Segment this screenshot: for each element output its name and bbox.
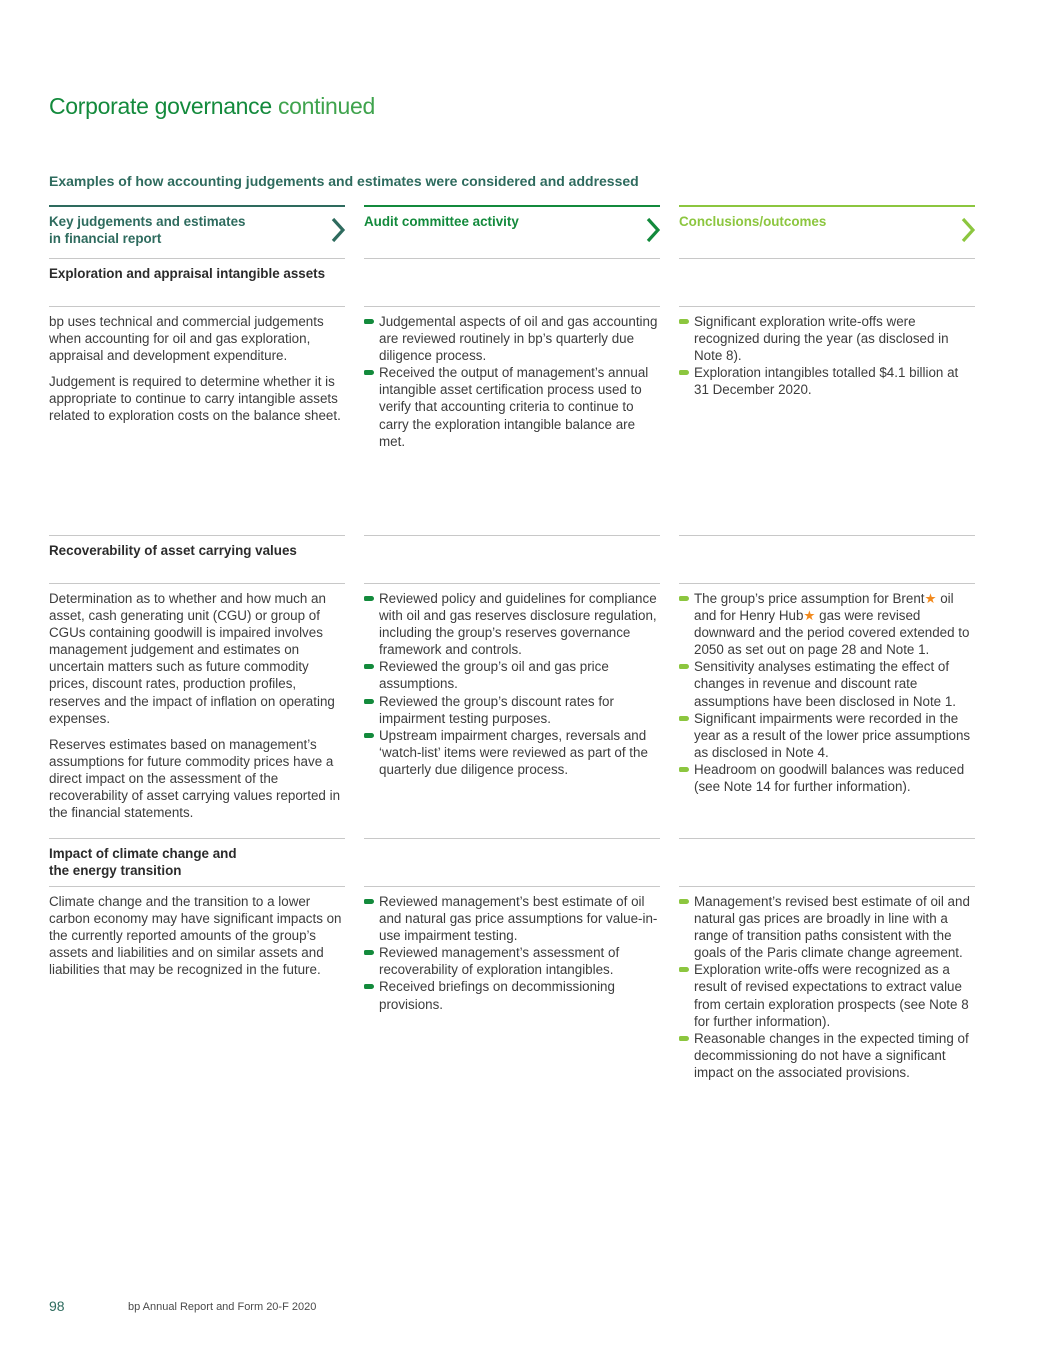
list-item-text: Reviewed the group’s oil and gas price assumptions.	[379, 659, 609, 692]
bullet-icon	[679, 899, 689, 904]
bullet-icon	[364, 596, 374, 601]
bullet-icon	[679, 967, 689, 972]
divider	[49, 535, 345, 536]
list-item-text: Reviewed policy and guidelines for compliance with oil and gas reserves disclosure regulation, including the group’s reserves governance framework and controls.	[379, 591, 657, 658]
activity-exploration	[364, 313, 660, 450]
list-item	[364, 944, 660, 978]
section-title-climate	[49, 845, 345, 879]
bullet-icon	[364, 319, 374, 324]
list-item-text: Reasonable changes in the expected timing of decommissioning do not have a significant impact on the associated provisions.	[694, 1030, 969, 1080]
list-item	[679, 364, 975, 398]
section-title-line1: Exploration and appraisal intangible assets	[49, 266, 326, 281]
divider	[364, 886, 660, 887]
divider	[49, 306, 345, 307]
section-title-line2: the energy transition	[49, 863, 182, 878]
list-item	[679, 961, 975, 1029]
bullet-icon	[364, 699, 374, 704]
list-item-text: Received briefings on decommissioning provisions.	[379, 979, 615, 1012]
paragraph: Reserves estimates based on management’s assumptions for future commodity prices have a direct impact on the assessment of the recoverability of asset carrying values reported in the financial statements.	[49, 736, 341, 821]
list-item-text: The group’s price assumption for Brent	[694, 591, 925, 606]
section-title-line1: Impact of climate change and	[49, 846, 237, 861]
column-header-outcomes-line1: Conclusions/outcomes	[679, 214, 827, 229]
divider	[49, 838, 345, 839]
page-number: 98	[49, 1298, 65, 1314]
list-item-text: Judgemental aspects of oil and gas accounting are reviewed routinely in bp’s quarterly due diligence process.	[379, 314, 658, 364]
list-item-text: Significant impairments were recorded in the year as a result of the lower price assumptions as disclosed in Note 4.	[694, 710, 971, 760]
list-item	[679, 761, 975, 795]
list-item	[364, 978, 660, 1012]
list-item	[364, 893, 660, 944]
page-title-suffix: continued	[277, 93, 376, 119]
section-title-exploration	[49, 265, 345, 282]
divider	[364, 258, 660, 259]
divider	[679, 583, 975, 584]
judgements-climate	[49, 893, 345, 987]
list-item	[364, 727, 660, 778]
list-item-text: Reviewed management’s assessment of recoverability of exploration intangibles.	[379, 945, 620, 978]
divider	[679, 886, 975, 887]
column-header-outcomes	[679, 205, 975, 257]
list-item	[679, 658, 975, 709]
bullet-icon	[679, 767, 689, 772]
outcomes-recoverability	[679, 590, 975, 795]
bullet-icon	[364, 370, 374, 375]
column-header-activity-line1: Audit committee activity	[364, 214, 519, 229]
paragraph: Climate change and the transition to a lower carbon economy may have significant impacts on the currently reported amounts of the group’s assets and liabilities and on similar assets and liabilities that may be recognized in the future.	[49, 894, 342, 978]
divider	[364, 838, 660, 839]
list-item-text: Reviewed management’s best estimate of oil and natural gas price assumptions for value-in-use impairment testing.	[379, 894, 658, 944]
judgements-exploration	[49, 313, 345, 434]
footer-document-title: bp Annual Report and Form 20-F 2020	[128, 1301, 317, 1313]
activity-recoverability	[364, 590, 660, 778]
outcomes-climate	[679, 893, 975, 1081]
column-header-judgements-line1: Key judgements and estimates	[49, 214, 246, 229]
divider	[49, 258, 345, 259]
list-item-text: Management’s revised best estimate of oil and natural gas prices are broadly in line with a range of transition paths consistent with the goals of the Paris climate change agreement.	[694, 894, 970, 961]
chevron-right-icon	[646, 217, 660, 243]
list-item-text: Headroom on goodwill balances was reduced (see Note 14 for further information).	[694, 761, 965, 795]
bullet-icon	[679, 596, 689, 601]
bullet-icon	[364, 733, 374, 738]
list-item-text: Significant exploration write-offs were recognized during the year (as disclosed in Note 8).	[694, 314, 949, 364]
list-item-text: Upstream impairment charges, reversals and ‘watch-list’ items were reviewed as part of the quarterly due diligence process.	[379, 727, 648, 777]
list-item	[364, 364, 660, 449]
divider	[679, 258, 975, 259]
bullet-icon	[364, 984, 374, 989]
list-item	[364, 658, 660, 692]
star-icon: ★	[924, 591, 937, 606]
page-title	[49, 93, 375, 120]
judgements-recoverability	[49, 590, 345, 830]
list-item-text: Received the output of management’s annual intangible asset certification process used to verify that accounting criteria to continue to carry the exploration intangible balance are met.	[379, 365, 649, 449]
divider	[364, 583, 660, 584]
list-item	[679, 893, 975, 961]
divider	[364, 535, 660, 536]
list-item-text: Reviewed the group’s discount rates for impairment testing purposes.	[379, 693, 614, 726]
list-item	[364, 590, 660, 658]
page-title-main: Corporate governance	[49, 93, 272, 119]
column-header-activity	[364, 205, 660, 257]
divider	[49, 583, 345, 584]
chevron-right-icon	[961, 217, 975, 243]
bullet-icon	[679, 1036, 689, 1041]
list-item	[679, 1030, 975, 1081]
chevron-right-icon	[331, 217, 345, 243]
activity-climate	[364, 893, 660, 1013]
bullet-icon	[364, 664, 374, 669]
list-item-text: Exploration intangibles totalled $4.1 billion at 31 December 2020.	[694, 365, 959, 398]
divider	[679, 306, 975, 307]
list-item-text: Sensitivity analyses estimating the effect of changes in revenue and discount rate assumptions have been disclosed in Note 1.	[694, 659, 957, 709]
column-header-judgements	[49, 205, 345, 257]
bullet-icon	[364, 899, 374, 904]
paragraph: Determination as to whether and how much an asset, cash generating unit (CGU) or group of CGUs containing goodwill is impaired involves management judgement and estimates on uncertain matters such as future commodity prices, discount rates, production profiles, reserves and the impact of inflation on operating expenses.	[49, 591, 335, 726]
divider	[679, 838, 975, 839]
outcomes-exploration	[679, 313, 975, 398]
bullet-icon	[679, 319, 689, 324]
list-item-text: gas were revised downward and the period covered extended to 2050 as set out on page 28 and Note 1.	[694, 608, 970, 658]
table-subtitle: Examples of how accounting judgements and estimates were considered and addressed	[49, 173, 639, 189]
divider	[364, 306, 660, 307]
list-item	[364, 693, 660, 727]
section-title-recoverability	[49, 542, 345, 559]
paragraph: Judgement is required to determine whether it is appropriate to continue to carry intangible assets related to exploration costs on the balance sheet.	[49, 374, 341, 424]
bullet-icon	[679, 716, 689, 721]
list-item	[364, 313, 660, 364]
paragraph: bp uses technical and commercial judgements when accounting for oil and gas exploration, appraisal and development expenditure.	[49, 314, 324, 364]
divider	[49, 886, 345, 887]
list-item	[679, 590, 975, 658]
star-icon: ★	[803, 608, 816, 624]
bullet-icon	[364, 950, 374, 955]
divider	[679, 535, 975, 536]
list-item-text: Exploration write-offs were recognized as a result of revised expectations to extract value from certain exploration prospects (see Note 8 for further information).	[694, 962, 969, 1029]
section-title-line1: Recoverability of asset carrying values	[49, 543, 297, 558]
bullet-icon	[679, 370, 689, 375]
bullet-icon	[679, 664, 689, 669]
list-item	[679, 710, 975, 761]
list-item	[679, 313, 975, 364]
column-header-judgements-line2: in financial report	[49, 231, 162, 246]
list-item-text: oil and for Henry Hub	[694, 591, 954, 624]
